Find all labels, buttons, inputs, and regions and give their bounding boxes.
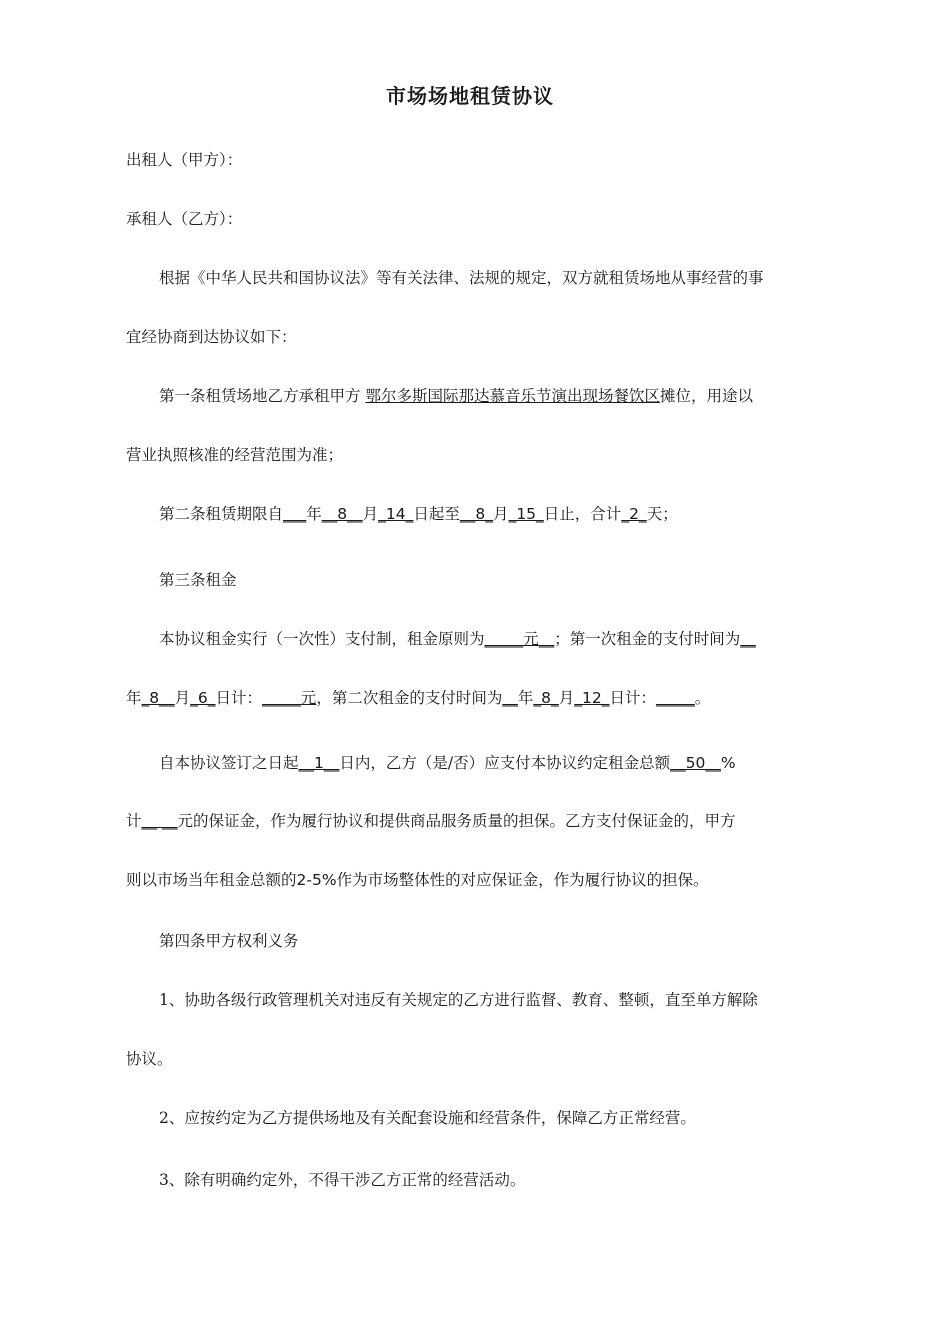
deposit-text: 日内，乙方（是/否）应支付本协议约定租金总额 [339, 754, 671, 772]
deposit-range: 2-5% [296, 871, 337, 889]
end-month-blank: __8_ [459, 505, 494, 523]
deposit-line-2 [126, 810, 735, 832]
lessor-line: 出租人（甲方）： [126, 151, 243, 169]
deposit-text: 自本协议签订之日起 [159, 754, 299, 772]
article-1-suffix: 摊位，用途以 [659, 387, 753, 405]
end-day-blank: _15_ [508, 505, 544, 523]
total-days-blank: _2_ [621, 505, 647, 523]
first-payment-day-blank: _6_ [190, 689, 216, 707]
rent-yuan: 元 [523, 630, 539, 648]
deposit-text: 则以市场当年租金总额的 [126, 871, 297, 889]
article-4-item-1-line-2: 协议。 [126, 1050, 173, 1068]
second-payment-amount-blank: _____ [655, 689, 695, 707]
article-3-heading: 第三条租金 [159, 571, 237, 589]
rent-text: 年 [126, 689, 142, 707]
article-2-text: 天； [646, 505, 678, 523]
rent-blank: __ [538, 630, 555, 648]
deposit-percent-sign: % [720, 754, 736, 772]
first-payment-amount-blank: _____ [262, 689, 301, 707]
deposit-percent-blank: __50__ [670, 754, 721, 772]
article-4-heading: 第四条甲方权利义务 [159, 932, 299, 950]
preamble-line-2: 宜经协商到达协议如下： [126, 328, 297, 346]
rent-text: 月 [174, 689, 191, 707]
article-1-line-1 [159, 385, 753, 407]
rent-text: ，第二次租金的支付时间为 [316, 689, 503, 707]
deposit-text: 元的保证金，作为履行协议和提供商品服务质量的担保。乙方支付保证金的，甲方 [177, 812, 736, 830]
rent-amount-blank: _____ [484, 630, 524, 648]
article-4-item-3: 3、除有明确约定外，不得干涉乙方正常的经营活动。 [159, 1171, 526, 1189]
deposit-days-blank: __1__ [298, 754, 340, 772]
deposit-text: 作为市场整体性的对应保证金，作为履行协议的担保。 [336, 871, 709, 889]
deposit-line-1 [159, 752, 736, 774]
article-2-text: 日止，合计 [543, 505, 622, 523]
first-payment-year-blank: __ [740, 630, 756, 648]
start-month-blank: __8__ [321, 505, 363, 523]
article-2-text: 月 [493, 505, 509, 523]
deposit-amount-blank: __ __ [141, 812, 178, 830]
deposit-text: 计 [126, 812, 142, 830]
first-payment-month-blank: _8__ [141, 689, 175, 707]
rent-text: 。 [694, 689, 711, 707]
second-payment-year-blank: __ [502, 689, 518, 707]
rental-location: 鄂尔多斯国际那达慕音乐节演出现场餐饮区 [365, 387, 660, 405]
preamble-line-1: 根据《中华人民共和国协议法》等有关法律、法规的规定，双方就租赁场地从事经营的事 [159, 269, 764, 287]
first-payment-yuan: 元 [300, 689, 317, 707]
rent-text: 本协议租金实行（一次性）支付制，租金原则为 [159, 630, 485, 648]
article-2-text: 年 [306, 505, 322, 523]
rent-text: 月 [558, 689, 575, 707]
article-1-line-2: 营业执照核准的经营范围为准； [126, 446, 344, 464]
rent-text: ；第一次租金的支付时间为 [554, 630, 741, 648]
rent-text: 年 [517, 689, 534, 707]
lessee-line: 承租人（乙方）： [126, 210, 243, 228]
article-2-line [159, 503, 678, 525]
rent-text: 日计： [215, 689, 263, 707]
document-title: 市场场地租赁协议 [386, 84, 554, 108]
start-day-blank: _14_ [378, 505, 414, 523]
article-2-text: 第二条租赁期限自 [159, 505, 284, 523]
rent-text: 日计： [609, 689, 656, 707]
article-1-prefix: 第一条租赁场地乙方承租甲方 [159, 387, 366, 405]
deposit-line-3 [126, 869, 709, 891]
article-4-item-2: 2、应按约定为乙方提供场地及有关配套设施和经营条件，保障乙方正常经营。 [159, 1109, 696, 1127]
second-payment-month-blank: _8_ [533, 689, 559, 707]
rent-line-1 [159, 628, 756, 650]
rent-line-2 [126, 687, 710, 709]
article-2-text: 日起至 [413, 505, 460, 523]
second-payment-day-blank: _12_ [574, 689, 610, 707]
article-2-text: 月 [362, 505, 379, 523]
article-4-item-1-line-1: 1、协助各级行政管理机关对违反有关规定的乙方进行监督、教育、整顿，直至单方解除 [159, 991, 758, 1009]
start-year-blank: ___ [283, 505, 307, 523]
